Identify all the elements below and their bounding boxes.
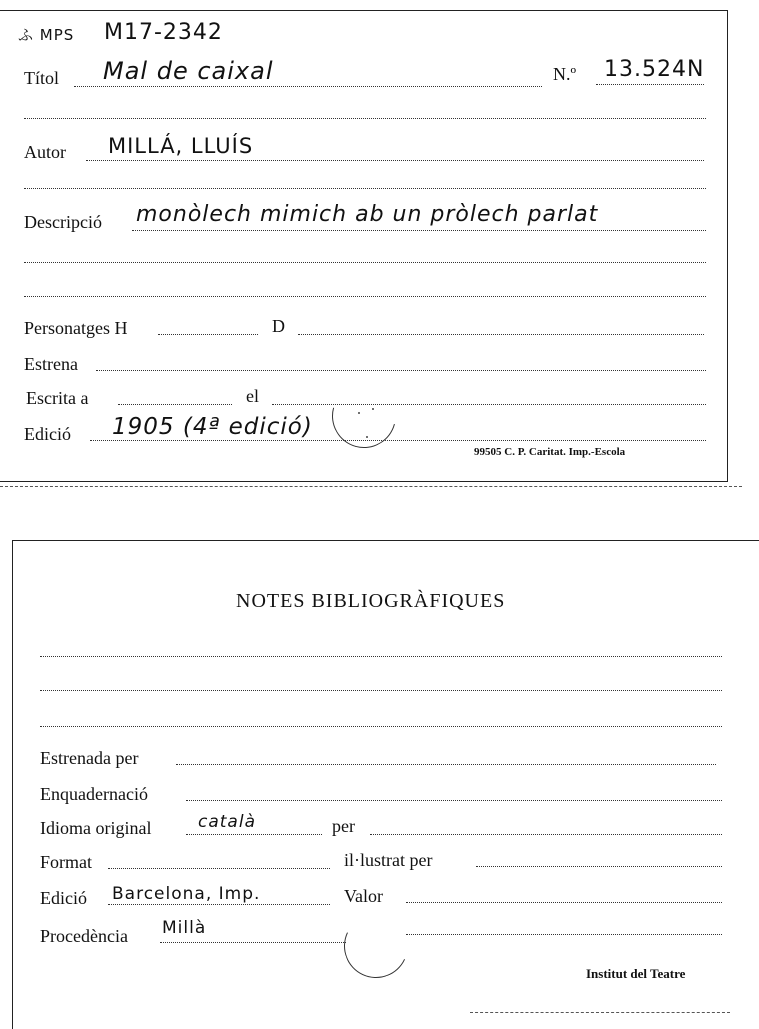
valor-label: Valor: [344, 886, 383, 906]
format-line: [108, 868, 330, 869]
procedencia-value: Millà: [162, 918, 207, 938]
autor-line: [86, 160, 704, 161]
procedencia-label: Procedència: [40, 926, 128, 946]
numero-label: N.º: [553, 64, 577, 84]
speck: [366, 436, 368, 438]
descripcio-line-2: [24, 262, 706, 263]
notes-line-1: [40, 656, 722, 657]
autor-value: MILLÁ, LLUÍS: [108, 134, 254, 158]
card-back-cut-edge: [470, 1012, 730, 1013]
enquadernacio-label: Enquadernació: [40, 784, 148, 804]
edicio-back-value: Barcelona, Imp.: [112, 884, 261, 904]
speck: [358, 412, 360, 414]
estrenada-label: Estrenada per: [40, 748, 139, 768]
autor-label: Autor: [24, 142, 66, 162]
autor-line-2: [24, 188, 706, 189]
enquadernacio-line: [186, 800, 722, 801]
procedencia-line-2: [406, 934, 722, 935]
valor-line: [406, 902, 722, 903]
descripcio-line-3: [24, 296, 706, 297]
titol-label: Títol: [24, 68, 59, 88]
descripcio-value: monòlech mimich ab un pròlech parlat: [136, 202, 599, 227]
catalog-prefix: ふ MPS: [18, 26, 75, 44]
estrena-label: Estrena: [24, 354, 78, 374]
edicio-back-label: Edició: [40, 888, 87, 908]
personatges-label: Personatges H: [24, 318, 128, 338]
escrita-label: Escrita a: [26, 388, 89, 408]
el-label: el: [246, 386, 259, 406]
personatges-d-line: [298, 334, 704, 335]
format-label: Format: [40, 852, 92, 872]
notes-line-2: [40, 690, 722, 691]
titol-line-2: [24, 118, 706, 119]
idioma-value: català: [198, 812, 256, 832]
personatges-h-line: [158, 334, 258, 335]
illustrat-line: [476, 866, 722, 867]
printer-note: 99505 C. P. Caritat. Imp.-Escola: [474, 446, 626, 458]
numero-line: [596, 84, 704, 85]
per-line: [370, 834, 722, 835]
escrita-line: [118, 404, 232, 405]
titol-value: Mal de caixal: [103, 57, 274, 85]
titol-line: [74, 86, 542, 87]
illustrat-label: il·lustrat per: [344, 850, 433, 870]
edicio-line: [90, 440, 706, 441]
descripcio-label: Descripció: [24, 212, 102, 232]
estrenada-line: [176, 764, 716, 765]
institut-stamp: Institut del Teatre: [586, 966, 686, 981]
numero-value: 13.524N: [604, 57, 705, 82]
catalog-number: M17-2342: [104, 20, 223, 45]
estrena-line: [96, 370, 706, 371]
card-front-cut-edge: [0, 486, 742, 487]
procedencia-line: [160, 942, 346, 943]
edicio-back-line: [108, 904, 330, 905]
d-label: D: [272, 316, 285, 336]
speck: [372, 408, 374, 410]
edicio-value: 1905 (4ª edició): [112, 414, 313, 440]
notes-heading: NOTES BIBLIOGRÀFIQUES: [236, 590, 506, 612]
notes-line-3: [40, 726, 722, 727]
descripcio-line: [132, 230, 706, 231]
per-label: per: [332, 816, 355, 836]
idioma-line: [186, 834, 322, 835]
idioma-label: Idioma original: [40, 818, 152, 838]
edicio-label: Edició: [24, 424, 71, 444]
